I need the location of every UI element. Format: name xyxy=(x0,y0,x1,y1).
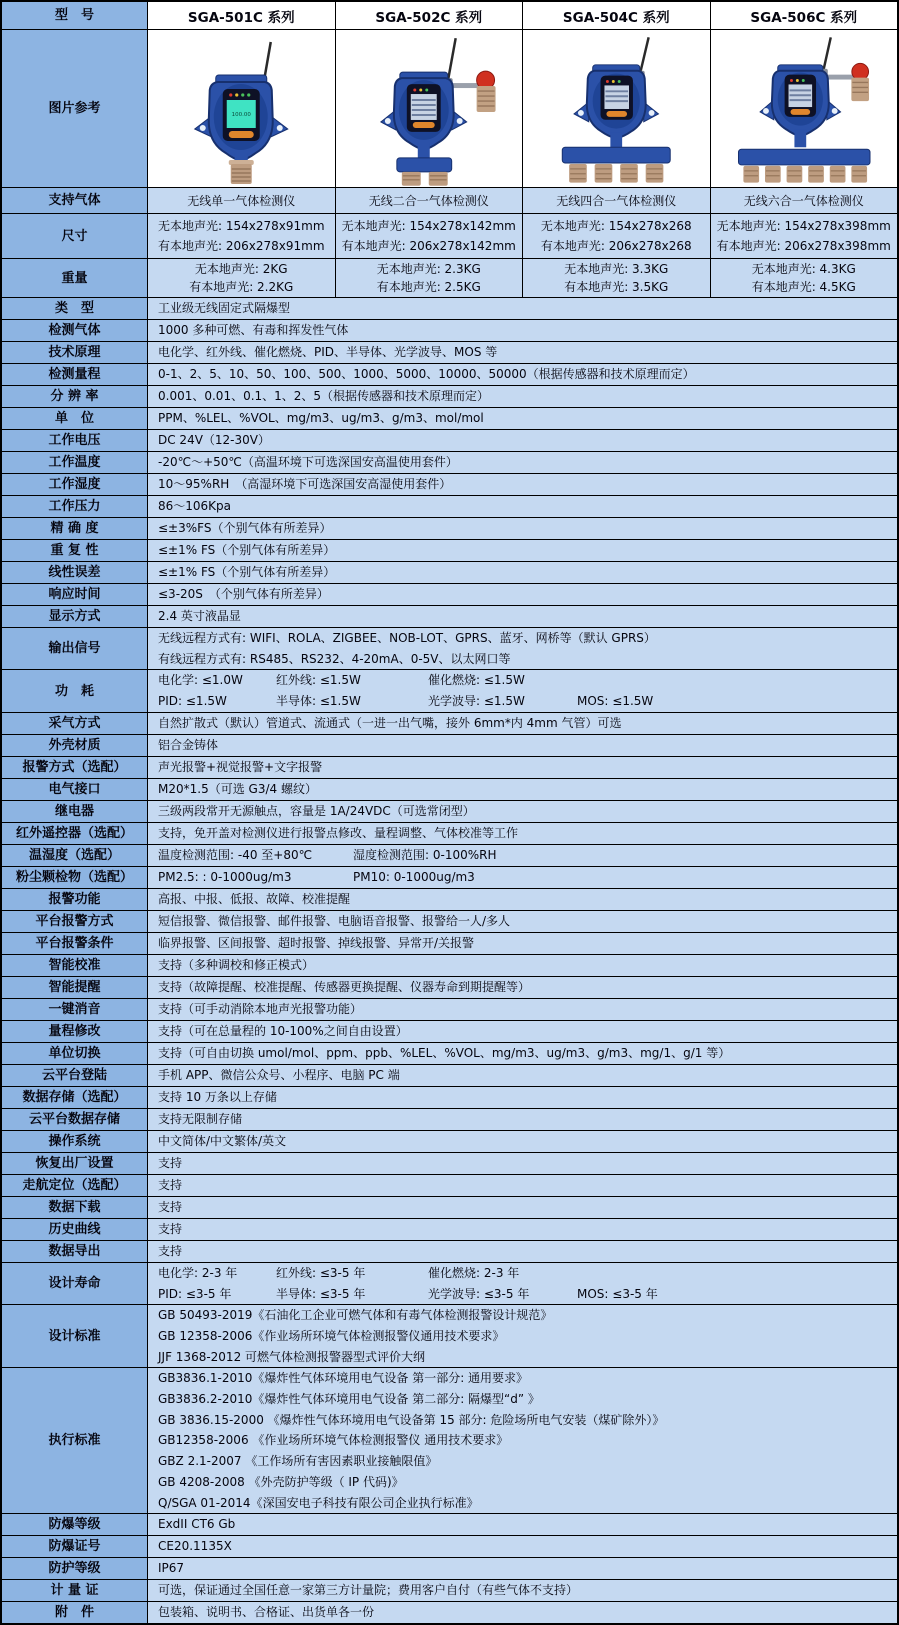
spec-row-label: 附 件 xyxy=(2,1602,148,1623)
dimensions-sga-506c xyxy=(711,214,898,258)
spec-line xyxy=(158,691,887,712)
spec-segment: PID: ≤1.5W xyxy=(158,694,227,709)
gas-type-sga-504c: 无线四合一气体检测仪 xyxy=(523,188,711,213)
spec-row-value xyxy=(148,1043,897,1064)
spec-row xyxy=(2,1109,897,1131)
spec-line: 手机 APP、微信公众号、小程序、电脑 PC 端 xyxy=(158,1067,400,1082)
spec-row-label: 平台报警条件 xyxy=(2,933,148,954)
model-header-sga-504c: SGA-504C 系列 xyxy=(523,2,711,29)
spec-line: GBZ 2.1-2007 《工作场所有害因素职业接触限值》 xyxy=(158,1454,438,1469)
spec-row xyxy=(2,496,897,518)
spec-row xyxy=(2,1197,897,1219)
spec-row xyxy=(2,562,897,584)
weight-line: 无本地声光: 3.3KG xyxy=(564,262,669,276)
spec-line: 有线远程方式有: RS485、RS232、4-20mA、0-5V、以太网口等 xyxy=(158,651,511,666)
weight-label: 重量 xyxy=(2,259,148,297)
spec-row-label: 检测量程 xyxy=(2,364,148,385)
spec-row xyxy=(2,735,897,757)
spec-row-label: 粉尘颗检物（选配） xyxy=(2,867,148,888)
spec-row xyxy=(2,1175,897,1197)
spec-row-label: 设计寿命 xyxy=(2,1263,148,1304)
spec-row-value xyxy=(148,1197,897,1218)
spec-row-value xyxy=(148,1021,897,1042)
spec-row-value xyxy=(148,518,897,539)
spec-row xyxy=(2,1368,897,1514)
spec-line: GB3836.1-2010《爆炸性气体环境用电气设备 第一部分: 通用要求》 xyxy=(158,1371,529,1386)
spec-row-label: 输出信号 xyxy=(2,628,148,669)
spec-segment: 电化学: ≤1.0W xyxy=(158,673,243,688)
spec-segment: 半导体: ≤1.5W xyxy=(276,694,361,709)
spec-row xyxy=(2,801,897,823)
gas-type-sga-501c: 无线单一气体检测仪 xyxy=(148,188,336,213)
spec-row-label: 走航定位（选配） xyxy=(2,1175,148,1196)
spec-rows-container xyxy=(2,298,897,1623)
spec-row xyxy=(2,1219,897,1241)
spec-line: 支持无限制存储 xyxy=(158,1111,243,1126)
spec-row xyxy=(2,1241,897,1263)
spec-line: GB 4208-2008 《外壳防护等级（ IP 代码)》 xyxy=(158,1474,404,1489)
spec-line: 2.4 英寸液晶显 xyxy=(158,609,241,624)
spec-row-label: 执行标准 xyxy=(2,1368,148,1513)
spec-line: 支持 xyxy=(158,1155,183,1170)
spec-row-label: 智能校准 xyxy=(2,955,148,976)
spec-row-label: 类 型 xyxy=(2,298,148,319)
spec-line: -20℃～+50℃（高温环境下可选深国安高温使用套件） xyxy=(158,455,458,470)
spec-row-label: 红外遥控器（选配） xyxy=(2,823,148,844)
spec-row-label: 智能提醒 xyxy=(2,977,148,998)
spec-row-value xyxy=(148,1602,897,1623)
dimension-line: 有本地声光: 206x278x142mm xyxy=(341,239,516,253)
model-header-label: 型 号 xyxy=(2,2,148,29)
header-row xyxy=(2,2,897,30)
spec-row-label: 检测气体 xyxy=(2,320,148,341)
spec-row xyxy=(2,1131,897,1153)
spec-row-label: 防护等级 xyxy=(2,1558,148,1579)
spec-row xyxy=(2,386,897,408)
weight-line: 无本地声光: 2.3KG xyxy=(376,262,481,276)
spec-row-value xyxy=(148,999,897,1020)
spec-row-value xyxy=(148,342,897,363)
spec-line xyxy=(158,1263,887,1284)
spec-line: 支持（可自由切换 umol/mol、ppm、ppb、%LEL、%VOL、mg/m3、ug/m3、g/m3、mg/1、g/1 等） xyxy=(158,1045,731,1060)
spec-row-label: 防爆等级 xyxy=(2,1514,148,1535)
image-row-label: 图片参考 xyxy=(2,30,148,187)
dimensions-sga-504c xyxy=(523,214,711,258)
spec-row xyxy=(2,713,897,735)
spec-row xyxy=(2,955,897,977)
spec-line: 短信报警、微信报警、邮件报警、电脑语音报警、报警给一人/多人 xyxy=(158,913,511,928)
spec-row-value xyxy=(148,1109,897,1130)
spec-row xyxy=(2,933,897,955)
spec-row-label: 设计标准 xyxy=(2,1305,148,1367)
spec-segment: 催化燃烧: 2-3 年 xyxy=(428,1265,520,1280)
spec-line: 支持，免开盖对检测仪进行报警点修改、量程调整、气体校准等工作 xyxy=(158,825,519,840)
spec-row-label: 精 确 度 xyxy=(2,518,148,539)
spec-row-value xyxy=(148,670,897,711)
spec-row xyxy=(2,1536,897,1558)
spec-line xyxy=(158,867,887,888)
spec-line: 三级两段常开无源触点，容量是 1A/24VDC（可选常闭型） xyxy=(158,803,475,818)
spec-line: 支持（多种调校和修正模式） xyxy=(158,957,315,972)
weight-sga-501c xyxy=(148,259,336,297)
svg-text:100.00: 100.00 xyxy=(231,112,251,118)
spec-line: 支持 xyxy=(158,1221,183,1236)
dimensions-label: 尺寸 xyxy=(2,214,148,258)
spec-segment: 电化学: 2-3 年 xyxy=(158,1265,238,1280)
spec-line: 电化学、红外线、催化燃烧、PID、半导体、光学波导、MOS 等 xyxy=(158,345,498,360)
spec-line: ≤±3%FS（个别气体有所差异） xyxy=(158,521,332,536)
spec-line: 10～95%RH （高湿环境下可选深国安高湿使用套件） xyxy=(158,477,452,492)
spec-row-value xyxy=(148,1305,897,1367)
spec-row-label: 工作电压 xyxy=(2,430,148,451)
spec-row-label: 外壳材质 xyxy=(2,735,148,756)
dimension-line: 有本地声光: 206x278x398mm xyxy=(716,239,891,253)
spec-row xyxy=(2,1580,897,1602)
spec-row xyxy=(2,606,897,628)
spec-segment: PID: ≤3-5 年 xyxy=(158,1286,232,1301)
spec-row-label: 一键消音 xyxy=(2,999,148,1020)
spec-row xyxy=(2,364,897,386)
spec-row xyxy=(2,518,897,540)
spec-line: 无线远程方式有: WIFI、ROLA、ZIGBEE、NOB-LOT、GPRS、蓝牙、网桥等（默认 GPRS） xyxy=(158,631,656,645)
spec-segment: 红外线: ≤1.5W xyxy=(276,673,361,688)
weight-line: 无本地声光: 4.3KG xyxy=(751,262,856,276)
spec-row-label: 平台报警方式 xyxy=(2,911,148,932)
weight-sga-506c xyxy=(711,259,898,297)
spec-line: GB 3836.15-2000 《爆炸性气体环境用电气设备第 15 部分: 危险场所电气安装（煤矿除外）》 xyxy=(158,1412,665,1427)
spec-row-value xyxy=(148,386,897,407)
spec-row xyxy=(2,584,897,606)
spec-row-label: 单 位 xyxy=(2,408,148,429)
spec-line xyxy=(158,845,887,866)
spec-line: ≤±1% FS（个别气体有所差异） xyxy=(158,543,336,558)
spec-row xyxy=(2,867,897,889)
spec-row xyxy=(2,757,897,779)
spec-row xyxy=(2,540,897,562)
spec-row xyxy=(2,1602,897,1623)
spec-row-value xyxy=(148,845,897,866)
spec-row-label: 工作压力 xyxy=(2,496,148,517)
spec-line: 86～106Kpa xyxy=(158,499,232,514)
spec-row-label: 线性误差 xyxy=(2,562,148,583)
weight-row xyxy=(2,259,897,298)
spec-line: 高报、中报、低报、故障、校准提醒 xyxy=(158,891,351,906)
spec-row-value xyxy=(148,1065,897,1086)
weight-line: 有本地声光: 2.2KG xyxy=(189,280,294,294)
product-image-sga-504c xyxy=(523,30,710,187)
spec-line: ≤3-20S （个别气体有所差异） xyxy=(158,587,329,602)
spec-line: 支持 xyxy=(158,1177,183,1192)
spec-row-value xyxy=(148,1153,897,1174)
spec-row xyxy=(2,845,897,867)
spec-line xyxy=(158,1284,887,1305)
spec-row-value xyxy=(148,1558,897,1579)
spec-line: 包装箱、说明书、合格证、出货单各一份 xyxy=(158,1605,375,1620)
spec-row-value xyxy=(148,779,897,800)
spec-row xyxy=(2,430,897,452)
spec-row xyxy=(2,779,897,801)
spec-row-label: 温湿度（选配） xyxy=(2,845,148,866)
weight-line: 有本地声光: 2.5KG xyxy=(376,280,481,294)
spec-row-value xyxy=(148,628,897,669)
spec-line: 声光报警+视觉报警+文字报警 xyxy=(158,759,323,774)
spec-line: 支持（可手动消除本地声光报警功能） xyxy=(158,1001,363,1016)
spec-line: 临界报警、区间报警、超时报警、掉线报警、异常开/关报警 xyxy=(158,935,475,950)
spec-row xyxy=(2,1153,897,1175)
spec-row-value xyxy=(148,1263,897,1304)
spec-row xyxy=(2,408,897,430)
spec-row-label: 报警方式（选配） xyxy=(2,757,148,778)
spec-row-value xyxy=(148,977,897,998)
image-cell-sga-502c xyxy=(336,30,524,187)
spec-row xyxy=(2,628,897,670)
spec-row-label: 继电器 xyxy=(2,801,148,822)
spec-row-label: 分 辨 率 xyxy=(2,386,148,407)
spec-row-value xyxy=(148,1241,897,1262)
spec-segment: 催化燃烧: ≤1.5W xyxy=(428,673,525,688)
image-cell-sga-506c xyxy=(711,30,898,187)
product-image-sga-501c xyxy=(148,30,335,187)
product-image-sga-502c xyxy=(336,30,523,187)
spec-row-value xyxy=(148,496,897,517)
spec-line: 工业级无线固定式隔爆型 xyxy=(158,301,291,316)
spec-row-value xyxy=(148,1131,897,1152)
spec-line: 0-1、2、5、10、50、100、500、1000、5000、10000、50000（根据传感器和技术原理而定） xyxy=(158,367,695,382)
dimensions-sga-501c xyxy=(148,214,336,258)
spec-row-value xyxy=(148,955,897,976)
spec-row-label: 云平台登陆 xyxy=(2,1065,148,1086)
spec-row-label: 报警功能 xyxy=(2,889,148,910)
weight-sga-502c xyxy=(336,259,524,297)
spec-row-value xyxy=(148,1087,897,1108)
spec-line: ExdII CT6 Gb xyxy=(158,1517,236,1532)
image-cell-sga-504c xyxy=(523,30,711,187)
spec-row-label: 数据导出 xyxy=(2,1241,148,1262)
product-image-sga-506c xyxy=(711,30,898,187)
spec-segment: PM10: 0-1000ug/m3 xyxy=(353,869,475,884)
spec-row-value xyxy=(148,867,897,888)
spec-segment: 光学波导: ≤1.5W xyxy=(428,694,525,709)
spec-row xyxy=(2,474,897,496)
spec-row-label: 云平台数据存储 xyxy=(2,1109,148,1130)
weight-sga-504c xyxy=(523,259,711,297)
spec-segment: MOS: ≤1.5W xyxy=(577,694,654,709)
spec-row-value xyxy=(148,933,897,954)
spec-line: GB12358-2006 《作业场所环境气体检测报警仪 通用技术要求》 xyxy=(158,1433,509,1448)
spec-segment: 红外线: ≤3-5 年 xyxy=(276,1265,366,1280)
spec-row-label: 重 复 性 xyxy=(2,540,148,561)
spec-row-label: 量程修改 xyxy=(2,1021,148,1042)
spec-line xyxy=(158,670,887,691)
dimension-line: 有本地声光: 206x278x91mm xyxy=(157,239,325,253)
spec-row xyxy=(2,342,897,364)
spec-segment: 温度检测范围: -40 至+80℃ xyxy=(158,847,313,862)
spec-row-value xyxy=(148,1368,897,1513)
spec-line: DC 24V（12-30V） xyxy=(158,433,270,448)
spec-row-value xyxy=(148,408,897,429)
dimension-line: 无本地声光: 154x278x142mm xyxy=(341,219,516,233)
spec-line: 自然扩散式（默认）管道式、流通式（一进一出气嘴，接外 6mm*内 4mm 气管）可选 xyxy=(158,715,622,730)
spec-row-value xyxy=(148,452,897,473)
model-header-sga-501c: SGA-501C 系列 xyxy=(148,2,336,29)
spec-line: 支持（可在总量程的 10-100%之间自由设置） xyxy=(158,1023,408,1038)
weight-line: 无本地声光: 2KG xyxy=(194,262,288,276)
spec-row-label: 防爆证号 xyxy=(2,1536,148,1557)
gas-type-label: 支持气体 xyxy=(2,188,148,213)
spec-line: 支持（故障提醒、校准提醒、传感器更换提醒、仪器寿命到期提醒等） xyxy=(158,979,531,994)
gas-type-sga-502c: 无线二合一气体检测仪 xyxy=(336,188,524,213)
spec-row-label: 技术原理 xyxy=(2,342,148,363)
spec-segment: 光学波导: ≤3-5 年 xyxy=(428,1286,530,1301)
spec-row-label: 数据下载 xyxy=(2,1197,148,1218)
spec-line: 1000 多种可燃、有毒和挥发性气体 xyxy=(158,323,349,338)
spec-row xyxy=(2,1514,897,1536)
spec-row xyxy=(2,670,897,712)
spec-row-label: 电气接口 xyxy=(2,779,148,800)
spec-row-label: 操作系统 xyxy=(2,1131,148,1152)
spec-row xyxy=(2,1043,897,1065)
spec-line: Q/SGA 01-2014《深国安电子科技有限公司企业执行标准》 xyxy=(158,1495,479,1510)
spec-row-value xyxy=(148,1175,897,1196)
spec-row-label: 功 耗 xyxy=(2,670,148,711)
spec-line: PPM、%LEL、%VOL、mg/m3、ug/m3、g/m3、mol/mol xyxy=(158,411,484,426)
spec-line: 支持 xyxy=(158,1199,183,1214)
spec-row xyxy=(2,977,897,999)
spec-line: GB 50493-2019《石油化工企业可燃气体和有毒气体检测报警设计规范》 xyxy=(158,1308,553,1323)
spec-row xyxy=(2,999,897,1021)
dimensions-sga-502c xyxy=(336,214,524,258)
gas-type-sga-506c: 无线六合一气体检测仪 xyxy=(743,194,864,208)
spec-line: 铝合金铸体 xyxy=(158,737,219,752)
weight-line: 有本地声光: 4.5KG xyxy=(751,280,856,294)
spec-line: 支持 xyxy=(158,1243,183,1258)
spec-row-value xyxy=(148,364,897,385)
dimension-line: 有本地声光: 206x278x268 xyxy=(540,239,692,253)
image-row xyxy=(2,30,897,188)
dimensions-row xyxy=(2,214,897,259)
spec-line: JJF 1368-2012 可燃气体检测报警器型式评价大纲 xyxy=(158,1349,426,1364)
spec-row xyxy=(2,1087,897,1109)
spec-row xyxy=(2,320,897,342)
spec-row-value xyxy=(148,430,897,451)
spec-row-value xyxy=(148,474,897,495)
spec-row xyxy=(2,1305,897,1368)
spec-row xyxy=(2,1263,897,1305)
spec-segment: PM2.5: : 0-1000ug/m3 xyxy=(158,869,292,884)
spec-line: 可选，保证通过全国任意一家第三方计量院；费用客户自付（有些气体不支持） xyxy=(158,1583,579,1598)
spec-line: IP67 xyxy=(158,1561,185,1576)
spec-row xyxy=(2,823,897,845)
spec-row-label: 工作湿度 xyxy=(2,474,148,495)
spec-line: 0.001、0.01、0.1、1、2、5（根据传感器和技术原理而定） xyxy=(158,389,490,404)
spec-line: GB 12358-2006《作业场所环境气体检测报警仪通用技术要求》 xyxy=(158,1328,505,1343)
spec-row-label: 历史曲线 xyxy=(2,1219,148,1240)
spec-row xyxy=(2,889,897,911)
spec-row-value xyxy=(148,540,897,561)
image-cell-sga-501c xyxy=(148,30,336,187)
spec-line: GB3836.2-2010《爆炸性气体环境用电气设备 第二部分: 隔爆型“d” 》 xyxy=(158,1392,540,1407)
spec-row-label: 采气方式 xyxy=(2,713,148,734)
spec-row xyxy=(2,452,897,474)
spec-row-label: 计 量 证 xyxy=(2,1580,148,1601)
weight-line: 有本地声光: 3.5KG xyxy=(564,280,669,294)
spec-row-value xyxy=(148,584,897,605)
spec-row xyxy=(2,1021,897,1043)
spec-row-label: 数据存储（选配） xyxy=(2,1087,148,1108)
spec-row-value xyxy=(148,889,897,910)
spec-row xyxy=(2,1558,897,1580)
spec-row-value xyxy=(148,823,897,844)
spec-row-value xyxy=(148,606,897,627)
spec-row-value xyxy=(148,757,897,778)
spec-line: ≤±1% FS（个别气体有所差异） xyxy=(158,565,336,580)
spec-row-label: 工作温度 xyxy=(2,452,148,473)
spec-line: 支持 10 万条以上存储 xyxy=(158,1089,277,1104)
spec-row xyxy=(2,1065,897,1087)
spec-row-value xyxy=(148,1580,897,1601)
spec-row-value xyxy=(148,1514,897,1535)
spec-row-value xyxy=(148,298,897,319)
spec-row-value xyxy=(148,1536,897,1557)
spec-segment: 湿度检测范围: 0-100%RH xyxy=(353,847,497,862)
spec-row-value xyxy=(148,713,897,734)
spec-row-value xyxy=(148,320,897,341)
model-header-sga-502c: SGA-502C 系列 xyxy=(336,2,524,29)
spec-row-value xyxy=(148,801,897,822)
spec-line: CE20.1135X xyxy=(158,1539,232,1554)
spec-row-label: 恢复出厂设置 xyxy=(2,1153,148,1174)
spec-line: 中文简体/中文繁体/英文 xyxy=(158,1133,287,1148)
spec-row-label: 单位切换 xyxy=(2,1043,148,1064)
spec-segment: MOS: ≤3-5 年 xyxy=(577,1286,658,1301)
spec-row-value xyxy=(148,1219,897,1240)
spec-row-value xyxy=(148,562,897,583)
spec-row xyxy=(2,298,897,320)
spec-row-label: 响应时间 xyxy=(2,584,148,605)
spec-line: M20*1.5（可选 G3/4 螺纹） xyxy=(158,781,317,796)
dimension-line: 无本地声光: 154x278x268 xyxy=(540,219,692,233)
spec-row xyxy=(2,911,897,933)
spec-segment: 半导体: ≤3-5 年 xyxy=(276,1286,366,1301)
dimension-line: 无本地声光: 154x278x398mm xyxy=(716,219,891,233)
spec-row-value xyxy=(148,911,897,932)
gas-type-row xyxy=(2,188,897,214)
spec-row-label: 显示方式 xyxy=(2,606,148,627)
model-header-sga-506c: SGA-506C 系列 xyxy=(711,2,898,29)
dimension-line: 无本地声光: 154x278x91mm xyxy=(157,219,325,233)
spec-row-value xyxy=(148,735,897,756)
